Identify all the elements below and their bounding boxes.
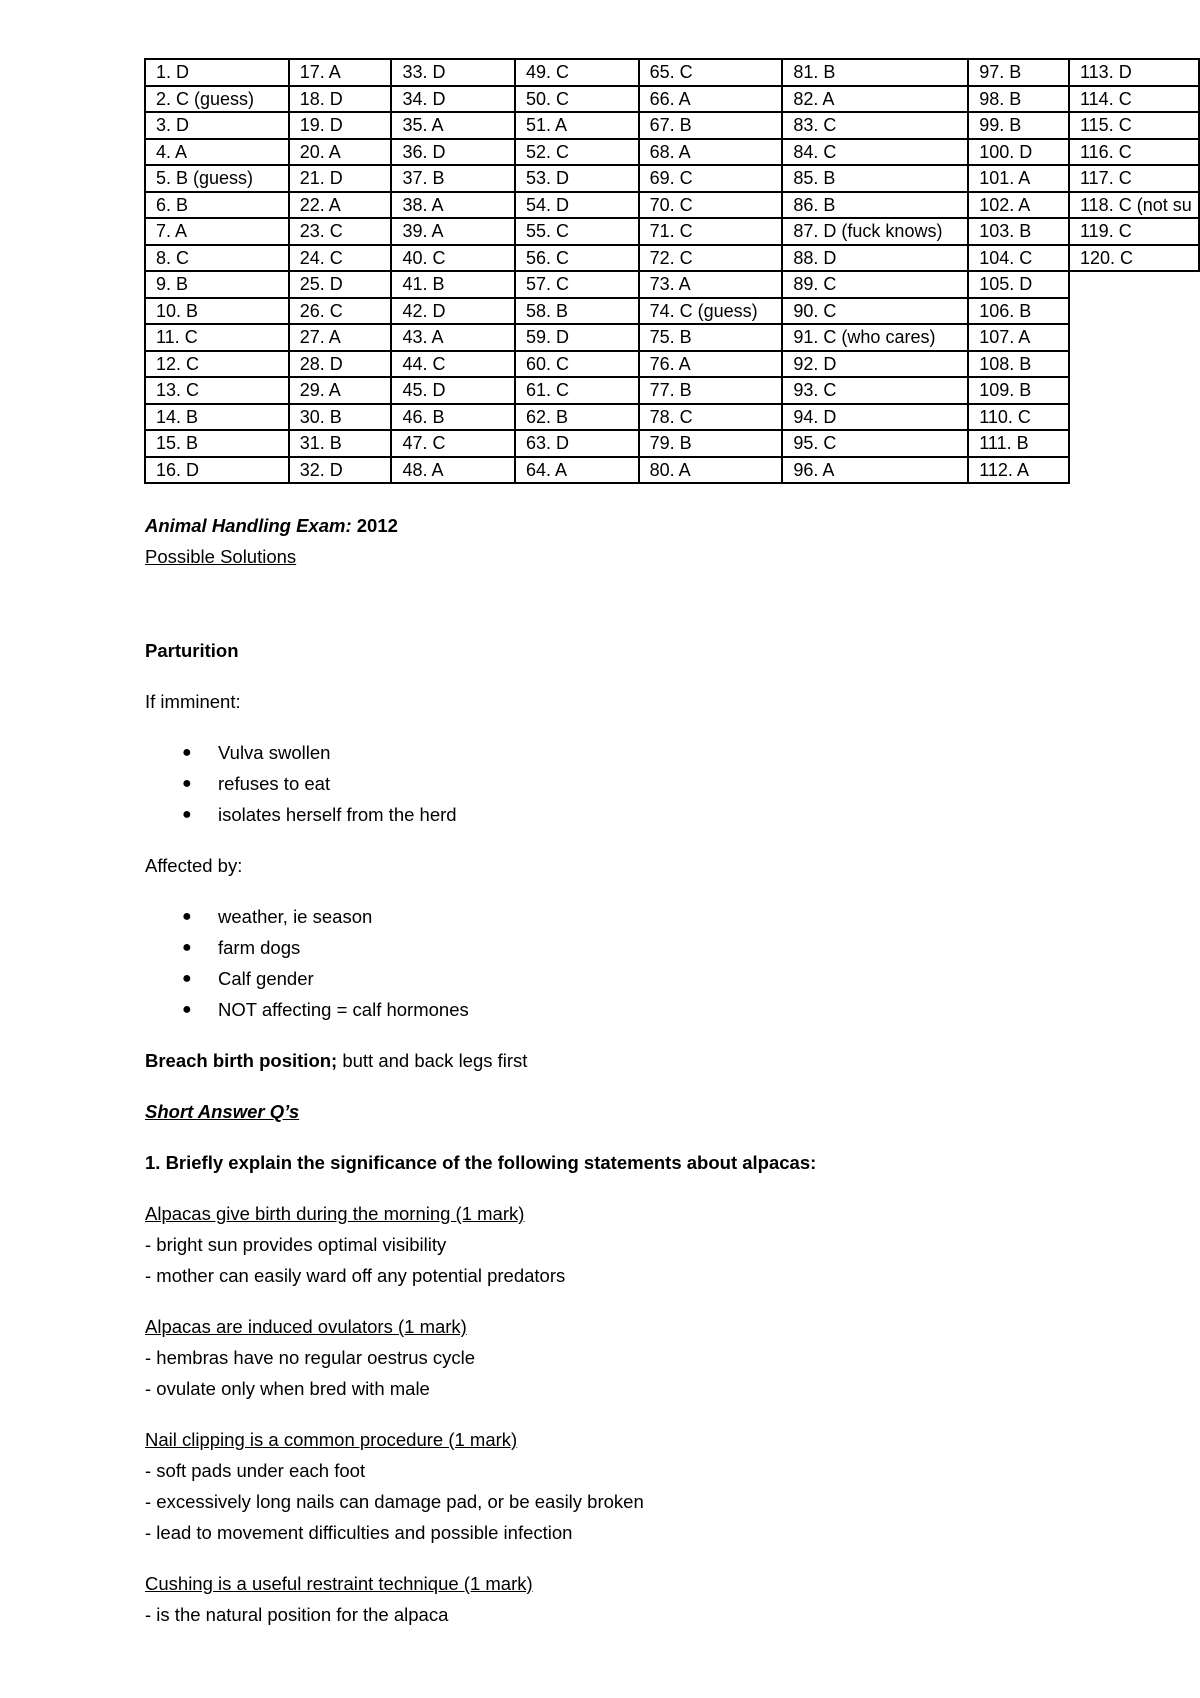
answer-cell: 88. D [782,245,968,272]
table-row [145,457,1199,484]
answer-cell: 33. D [391,59,515,86]
answer-cell: 22. A [289,192,392,219]
answer-cell: 13. C [145,377,289,404]
answer-cell: 91. C (who cares) [782,324,968,351]
empty-cell [1069,351,1199,378]
answer-cell: 98. B [968,86,1069,113]
answer-cell: 120. C [1069,245,1199,272]
table-row [145,59,1199,86]
statement-title: Nail clipping is a common procedure (1 mark) [145,1429,518,1450]
answer-cell: 77. B [639,377,783,404]
answer-cell: 103. B [968,218,1069,245]
answer-cell: 104. C [968,245,1069,272]
answer-cell: 44. C [391,351,515,378]
answer-cell: 7. A [145,218,289,245]
affected-list [145,901,1145,1025]
answer-cell: 64. A [515,457,639,484]
answer-cell: 108. B [968,351,1069,378]
subtitle: Possible Solutions [145,546,297,567]
answer-cell: 69. C [639,165,783,192]
answer-cell: 4. A [145,139,289,166]
answer-cell: 96. A [782,457,968,484]
answer-cell: 54. D [515,192,639,219]
breach-birth-line: Breach birth position; butt and back legs first [145,1050,528,1071]
statement-point: - lead to movement difficulties and possible infection [145,1522,573,1543]
answer-cell: 102. A [968,192,1069,219]
table-row [145,86,1199,113]
answer-cell: 26. C [289,298,392,325]
statement-title: Alpacas are induced ovulators (1 mark) [145,1316,467,1337]
answer-cell: 85. B [782,165,968,192]
answer-cell: 90. C [782,298,968,325]
statement-point: - hembras have no regular oestrus cycle [145,1347,476,1368]
bullet-icon: ● [182,806,192,823]
affected-label: Affected by: [145,855,243,876]
table-row [145,351,1199,378]
answer-cell: 41. B [391,271,515,298]
answer-cell: 78. C [639,404,783,431]
answer-cell: 27. A [289,324,392,351]
answer-cell: 17. A [289,59,392,86]
answer-cell: 43. A [391,324,515,351]
answer-cell: 71. C [639,218,783,245]
table-row [145,245,1199,272]
answer-cell: 97. B [968,59,1069,86]
answer-cell: 114. C [1069,86,1199,113]
statement-title: Cushing is a useful restraint technique (1 mark) [145,1573,533,1594]
answer-cell: 42. D [391,298,515,325]
statement-point: - soft pads under each foot [145,1460,366,1481]
answer-cell: 116. C [1069,139,1199,166]
answer-cell: 11. C [145,324,289,351]
table-row [145,430,1199,457]
table-row [145,298,1199,325]
answer-cell: 63. D [515,430,639,457]
table-row [145,192,1199,219]
statement-point: - mother can easily ward off any potential predators [145,1265,566,1286]
answer-cell: 49. C [515,59,639,86]
answer-cell: 45. D [391,377,515,404]
bullet-icon: ● [182,908,192,925]
answer-cell: 100. D [968,139,1069,166]
answer-cell: 93. C [782,377,968,404]
bullet-icon: ● [182,970,192,987]
list-item: ● NOT affecting = calf hormones [145,994,1145,1025]
answer-cell: 81. B [782,59,968,86]
answer-cell: 83. C [782,112,968,139]
answer-cell: 68. A [639,139,783,166]
answer-cell: 56. C [515,245,639,272]
empty-cell [1069,298,1199,325]
answer-cell: 48. A [391,457,515,484]
list-item: ● refuses to eat [145,768,1145,799]
answer-cell: 95. C [782,430,968,457]
answer-cell: 16. D [145,457,289,484]
table-row [145,377,1199,404]
statement-point: - bright sun provides optimal visibility [145,1234,447,1255]
table-row [145,271,1199,298]
empty-cell [1069,404,1199,431]
answer-cell: 21. D [289,165,392,192]
answer-cell: 15. B [145,430,289,457]
statement-point: - ovulate only when bred with male [145,1378,430,1399]
answer-cell: 2. C (guess) [145,86,289,113]
answer-cell: 9. B [145,271,289,298]
answer-cell: 75. B [639,324,783,351]
answer-cell: 87. D (fuck knows) [782,218,968,245]
answer-cell: 1. D [145,59,289,86]
short-answer-heading: Short Answer Q’s [145,1101,300,1122]
answer-cell: 107. A [968,324,1069,351]
answer-cell: 5. B (guess) [145,165,289,192]
table-row [145,218,1199,245]
table-row [145,165,1199,192]
answer-cell: 61. C [515,377,639,404]
question-1: 1. Briefly explain the significance of the following statements about alpacas: [145,1152,817,1173]
answer-cell: 52. C [515,139,639,166]
answer-cell: 25. D [289,271,392,298]
list-item: ● weather, ie season [145,901,1145,932]
answer-cell: 72. C [639,245,783,272]
list-item: ● isolates herself from the herd [145,799,1145,830]
answer-cell: 92. D [782,351,968,378]
answer-cell: 89. C [782,271,968,298]
table-row [145,324,1199,351]
list-item: ● Vulva swollen [145,737,1145,768]
answer-cell: 79. B [639,430,783,457]
answer-cell: 38. A [391,192,515,219]
answer-cell: 99. B [968,112,1069,139]
answer-cell: 28. D [289,351,392,378]
imminent-list [145,737,1145,830]
answer-cell: 57. C [515,271,639,298]
exam-title: Animal Handling Exam: 2012 [145,515,398,536]
answer-cell: 73. A [639,271,783,298]
answer-cell: 106. B [968,298,1069,325]
parturition-heading: Parturition [145,640,239,661]
answer-cell: 14. B [145,404,289,431]
answer-cell: 117. C [1069,165,1199,192]
answer-cell: 31. B [289,430,392,457]
answer-cell: 76. A [639,351,783,378]
answer-cell: 111. B [968,430,1069,457]
answer-cell: 12. C [145,351,289,378]
answer-cell: 110. C [968,404,1069,431]
answer-cell: 8. C [145,245,289,272]
answer-cell: 65. C [639,59,783,86]
answer-cell: 118. C (not su [1069,192,1199,219]
answer-cell: 47. C [391,430,515,457]
answer-cell: 62. B [515,404,639,431]
bullet-icon: ● [182,1001,192,1018]
answer-cell: 105. D [968,271,1069,298]
answer-cell: 53. D [515,165,639,192]
answer-cell: 46. B [391,404,515,431]
answer-cell: 36. D [391,139,515,166]
statement-title: Alpacas give birth during the morning (1 mark) [145,1203,525,1224]
statement-point: - is the natural position for the alpaca [145,1604,449,1625]
empty-cell [1069,271,1199,298]
answer-cell: 23. C [289,218,392,245]
answer-cell: 66. A [639,86,783,113]
answer-cell: 113. D [1069,59,1199,86]
answer-cell: 19. D [289,112,392,139]
answer-cell: 30. B [289,404,392,431]
answer-cell: 39. A [391,218,515,245]
answer-cell: 32. D [289,457,392,484]
empty-cell [1069,324,1199,351]
answer-cell: 3. D [145,112,289,139]
answer-cell: 29. A [289,377,392,404]
answer-cell: 55. C [515,218,639,245]
answer-cell: 80. A [639,457,783,484]
list-item: ● farm dogs [145,932,1145,963]
answer-cell: 20. A [289,139,392,166]
answer-cell: 6. B [145,192,289,219]
table-row [145,112,1199,139]
answer-cell: 58. B [515,298,639,325]
answer-cell: 115. C [1069,112,1199,139]
answer-cell: 70. C [639,192,783,219]
answer-cell: 119. C [1069,218,1199,245]
answer-cell: 67. B [639,112,783,139]
imminent-label: If imminent: [145,691,241,712]
empty-cell [1069,430,1199,457]
answer-cell: 84. C [782,139,968,166]
answer-cell: 82. A [782,86,968,113]
answer-cell: 18. D [289,86,392,113]
answer-cell: 60. C [515,351,639,378]
answer-key-table [144,58,1200,484]
bullet-icon: ● [182,744,192,761]
empty-cell [1069,377,1199,404]
answer-cell: 34. D [391,86,515,113]
answer-cell: 74. C (guess) [639,298,783,325]
statement-point: - excessively long nails can damage pad, or be easily broken [145,1491,644,1512]
answer-cell: 50. C [515,86,639,113]
table-row [145,139,1199,166]
empty-cell [1069,457,1199,484]
answer-cell: 37. B [391,165,515,192]
answer-cell: 59. D [515,324,639,351]
answer-cell: 40. C [391,245,515,272]
answer-cell: 101. A [968,165,1069,192]
answer-cell: 94. D [782,404,968,431]
bullet-icon: ● [182,939,192,956]
answer-cell: 86. B [782,192,968,219]
table-row [145,404,1199,431]
answer-cell: 35. A [391,112,515,139]
document-body [145,510,1145,1630]
answer-cell: 112. A [968,457,1069,484]
answer-cell: 109. B [968,377,1069,404]
answer-cell: 24. C [289,245,392,272]
answer-cell: 51. A [515,112,639,139]
list-item: ● Calf gender [145,963,1145,994]
answer-cell: 10. B [145,298,289,325]
bullet-icon: ● [182,775,192,792]
